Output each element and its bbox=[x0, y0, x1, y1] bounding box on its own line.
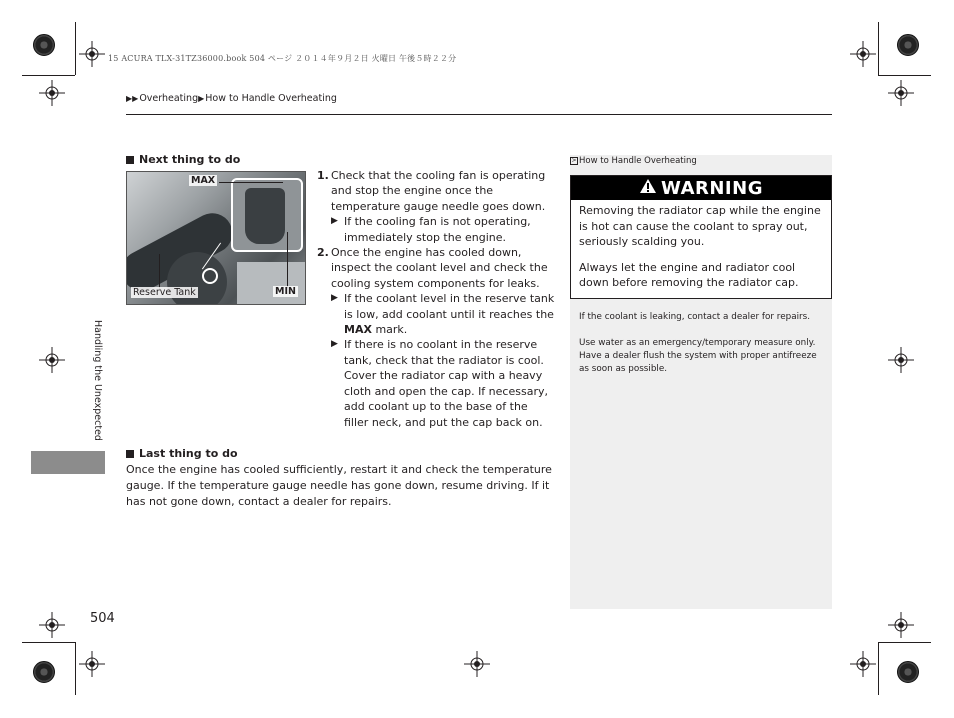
triangle-bullet-icon: ▶ bbox=[331, 293, 338, 304]
registration-disc bbox=[897, 661, 919, 683]
section-heading-last bbox=[126, 447, 238, 460]
warning-paragraph: Always let the engine and radiator cool down before removing the radiator cap. bbox=[579, 260, 799, 289]
chapter-side-label: Handling the Unexpected bbox=[92, 320, 103, 441]
subitem-text-part: If the coolant level in the reserve tank is low, add coolant until it reaches the bbox=[344, 292, 555, 321]
tank-leader-line bbox=[159, 254, 160, 290]
reference-text: How to Handle Overheating bbox=[579, 156, 697, 166]
breadcrumb-item[interactable]: How to Handle Overheating bbox=[205, 93, 337, 104]
square-bullet-icon bbox=[126, 156, 134, 164]
crosshair-icon bbox=[850, 651, 876, 677]
step-subitem bbox=[331, 291, 555, 337]
registration-disc bbox=[33, 34, 55, 56]
side-note: Use water as an emergency/temporary measure only. Have a dealer flush the system with proper antifreeze as soon as possible. bbox=[579, 338, 817, 374]
step-number: 2. bbox=[317, 246, 329, 260]
crosshair-icon bbox=[39, 347, 65, 373]
crop-line bbox=[878, 642, 879, 695]
warning-box bbox=[570, 175, 832, 299]
min-label: MIN bbox=[275, 286, 296, 297]
crosshair-icon bbox=[79, 41, 105, 67]
reference-icon: > bbox=[571, 157, 577, 164]
max-mark-text: MAX bbox=[344, 323, 372, 337]
tank-cap-circle bbox=[202, 268, 218, 284]
header-divider bbox=[126, 114, 832, 115]
crop-line bbox=[75, 642, 76, 695]
chapter-tab[interactable] bbox=[31, 451, 105, 474]
reference-label[interactable] bbox=[570, 156, 697, 166]
reserve-tank-body bbox=[245, 188, 285, 244]
reserve-tank-label: Reserve Tank bbox=[133, 287, 196, 298]
crosshair-icon bbox=[39, 612, 65, 638]
triangle-bullet-icon: ▶ bbox=[331, 339, 338, 350]
crop-line bbox=[75, 22, 76, 75]
subitem-text: If there is no coolant in the reserve tank, check that the radiator is cool. Cover the radiator cap with a heavy cloth and open the cap. If necessary, add coolant up to the base of the filler neck, and put the cap back on. bbox=[344, 338, 548, 429]
crosshair-icon bbox=[79, 651, 105, 677]
section-heading-next bbox=[126, 153, 240, 166]
crosshair-icon bbox=[888, 612, 914, 638]
crop-line bbox=[22, 75, 75, 76]
step-subitem bbox=[331, 337, 555, 429]
registration-disc bbox=[33, 661, 55, 683]
section-heading-text: Next thing to do bbox=[139, 153, 241, 166]
engine-part bbox=[237, 262, 306, 305]
subitem-text bbox=[344, 291, 555, 337]
step-subitem bbox=[331, 214, 555, 245]
subitem-text: If the cooling fan is not operating, immediately stop the engine. bbox=[344, 215, 531, 244]
step-list bbox=[317, 168, 555, 430]
square-bullet-icon bbox=[126, 450, 134, 458]
warning-title: WARNING bbox=[661, 177, 763, 199]
section-heading-text: Last thing to do bbox=[139, 447, 238, 460]
min-leader-line bbox=[287, 232, 288, 288]
warning-header bbox=[571, 176, 831, 200]
crosshair-icon bbox=[888, 347, 914, 373]
side-note: If the coolant is leaking, contact a dealer for repairs. bbox=[579, 312, 811, 322]
crop-line bbox=[878, 75, 931, 76]
reserve-tank-illustration bbox=[126, 171, 306, 305]
breadcrumb-arrow-icon: ▶ bbox=[198, 94, 205, 103]
print-info-line: 15 ACURA TLX-31TZ36000.book 504 ページ ２０１４年９月２日 火曜日 午後５時２２分 bbox=[108, 54, 457, 63]
warning-text bbox=[571, 200, 831, 291]
step-text: Check that the cooling fan is operating and stop the engine once the temperature gauge needle goes down. bbox=[331, 169, 546, 213]
step-text: Once the engine has cooled down, inspect the coolant level and check the cooling system components for leaks. bbox=[331, 246, 548, 290]
breadcrumb-item[interactable]: Overheating bbox=[139, 93, 199, 104]
warning-triangle-icon bbox=[639, 178, 657, 199]
breadcrumb-arrow-icon: ▶▶ bbox=[126, 94, 139, 103]
crosshair-icon bbox=[39, 80, 65, 106]
crop-line bbox=[878, 642, 931, 643]
subitem-text-part: mark. bbox=[371, 323, 408, 337]
crosshair-icon bbox=[464, 651, 490, 677]
crop-line bbox=[878, 22, 879, 75]
step-item bbox=[317, 168, 555, 214]
warning-paragraph: Removing the radiator cap while the engine is hot can cause the coolant to spray out, seriously scalding you. bbox=[579, 204, 821, 248]
last-section-body: Once the engine has cooled sufficiently, restart it and check the temperature gauge. If the temperature gauge needle has gone down, resume driving. If it has not gone down, contact a dealer for repairs. bbox=[126, 463, 552, 508]
crop-line bbox=[22, 642, 75, 643]
step-number: 1. bbox=[317, 169, 329, 182]
max-leader-line bbox=[219, 182, 283, 183]
max-label: MAX bbox=[191, 175, 216, 186]
breadcrumb bbox=[126, 93, 337, 104]
crosshair-icon bbox=[850, 41, 876, 67]
crosshair-icon bbox=[888, 80, 914, 106]
triangle-bullet-icon: ▶ bbox=[331, 216, 338, 227]
step-item bbox=[317, 245, 555, 291]
registration-disc bbox=[897, 34, 919, 56]
page-number: 504 bbox=[90, 611, 115, 626]
